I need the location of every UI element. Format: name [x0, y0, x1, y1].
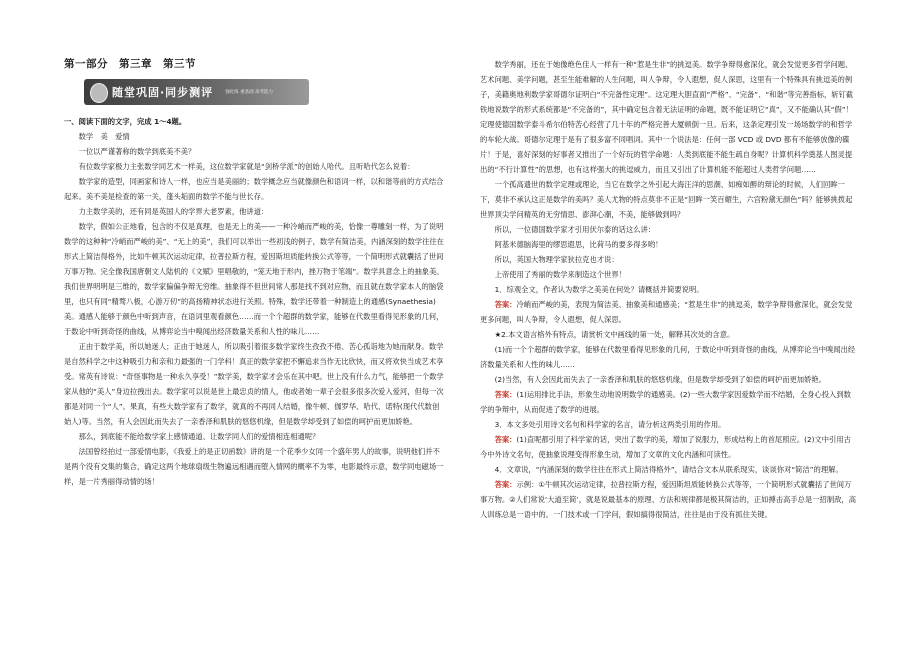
right-paragraph [480, 222, 858, 237]
page-title: 第一部分 第三章 第三节 [64, 58, 196, 70]
paragraph-text: 数学家的造型，同画家和诗人一样，也应当是美丽的；数学概念应当就像颜色和语词一样，以和谐等前的方式结合起来。美不美是检查的第一关，蓬头垢面的数学不能与世长存。 [64, 177, 444, 201]
paragraph-text: 1．综观全文，作者认为数学之美美在何处？请概括并简要说明。 [494, 285, 704, 294]
right-paragraph [480, 372, 858, 387]
paragraph-text: 冷峭而严峻的美，表现为简洁美、抽象美和通感美；“惹是生非”的挑逗美，数学争辩得愈深化，就会发觉更多问题，叫人争辩，令人遐想，促人深思。 [480, 300, 853, 324]
paragraph-text: 数学 美 爱情 [78, 132, 130, 141]
right-paragraph [480, 342, 858, 372]
left-paragraph [64, 114, 446, 129]
emblem-icon [90, 83, 108, 103]
answer-label: 答案： [494, 480, 517, 489]
banner-title: 随堂巩固·同步测评 [112, 86, 214, 99]
paragraph-text: 4．文章说，“内涵深刻的数学往往在形式上简洁得格外”，请结合文本从联系现实，谈谈你对“简洁”的理解。 [494, 465, 843, 474]
right-paragraph [480, 477, 858, 522]
right-paragraph [480, 252, 858, 267]
paragraph-text: 所以，英国大物理学家狄拉克也才说： [494, 255, 619, 264]
right-paragraph [480, 177, 858, 222]
left-paragraph [64, 144, 446, 159]
right-paragraph [480, 417, 858, 432]
paragraph-text: 一个孤高遗世的数学定理或理论，当它在数学之外引起大海汪洋的思潮、如痴如醉的辩论的时候，人们回眸一下，莫非不承认这正是数学的美吗？美人尤物的特点莫非不正是“回眸一笑百媚生，六宫粉黛无颜色”吗？能够挑拨起世界顶尖学问精英的无穷情思、澎湃心潮，不美，能够做到吗？ [480, 180, 853, 219]
left-paragraph [64, 129, 446, 144]
paragraph-text: 示例：①牛顿其次运动定律，拉普拉斯方程，爱因斯坦质能转换公式等等，一个简明形式就囊括了世间万事万物。②人们常说‘大道至简’，就是说最基本的原理、方法和规律都是极其简洁的，正如搏击高手总是一招制敌，高人训练总是一语中的。一门技术或一门学问，假如搞得很简洁，往往是由于没有抓住关键。 [480, 480, 857, 519]
left-paragraph [64, 429, 446, 444]
paragraph-text: 3．本文多处引用诗文名句和科学家的名言，请分析这两类引用的作用。 [494, 420, 726, 429]
right-paragraph [480, 282, 858, 297]
answer-label: 答案： [494, 300, 517, 309]
left-paragraph [64, 204, 446, 219]
paragraph-text: (1)而一个个超群的数学家，能够在代数里看得见形象的几何，于数论中听到奇怪的曲线，从博弈论当中嗅闻出经济数量关系和人性的味儿…… [480, 345, 856, 369]
left-paragraph [64, 174, 446, 204]
paragraph-text: ★2.本文语言格外有特点，请赏析文中画线的第一处，解释其次处的含意。 [494, 330, 735, 339]
right-paragraph [480, 237, 858, 252]
section-banner [84, 79, 309, 105]
paragraph-text: 一、阅读下面的文字，完成 1～4题。 [64, 117, 187, 126]
right-paragraph [480, 462, 858, 477]
paragraph-text: 那么，到底能不能给数学家上感情通道、让数学同人们的爱情相连相通呢？ [78, 432, 320, 441]
banner-subtitle: 强化练 重基础 高考能力 [225, 90, 274, 95]
right-paragraph [480, 57, 858, 177]
paragraph-text: 法国曾经拍过一部爱情电影，《我爱上的是正切函数》讲的是一个花季少女同一个盛年男人的故事，说明他们并不是两个没有交集的集合，确定这两个地球扇级生物遍远相遇而堕入情网的概率不为零，电影最终示意，数学同电磁场一样，是一片秀丽得动情的场！ [64, 447, 444, 486]
paragraph-text: 数学秀丽，还在于她像绝色佳人一样有一种“惹是生非”的挑逗美。数学争辩得愈深化，就会发觉更多哲学问题、艺术问题、美学问题，甚至生能难解的人生问题，叫人争辩，令人遐想，促人深思，这里有一个特殊具有挑逗美的例子，美籍奥地利数学家哥德尔证明白“不完备性定理”。这定理大胆直面“严格”、“完备”、“和谐”等完善指标，斩钉截铁地说数学的形式系统都是“不完备的”，其中确定包含着无法证明的命题，既不能证明它“真”，又不能确认其“假”！定理使德国数学泰斗希尔伯特苦心经营了几十年的严格完善大厦顿倒一旦。后来，这条定理引发一场场数学的和哲学的车轮大战。哥德尔定理于是有了很多富不同唱词。其中一个说法是：任何一部 VCD 或 DVD 都有不能够放像的碟片！于是，喜好深刻的好事者又推出了一个好玩的哲学命题：人类到底能不能生疏自身呢？计算机科学奠基人图灵提出的“不行计算性”的思想，也有这样强大的挑逗威力，而且又引出了计算机能不能超过人类哲学问题…… [480, 60, 854, 174]
right-paragraph [480, 297, 858, 327]
paragraph-text: 阿基米德脑海里的缪思遐思，比荷马的要多得多哟！ [494, 240, 663, 249]
paragraph-text: 一位以严谨著称的数学到底美不美？ [78, 147, 196, 156]
left-paragraph [64, 339, 446, 429]
paragraph-text: 数学，假如公正地看，包含的不仅是真理，也是无上的美——一种冷峭而严峻的美，恰像一尊雕刻一样，为了说明数学的这种种“冷峭而严峻的美”、“无上的美”，我们可以举出一些初浅的例子，数学有简洁美，内涵深刻的数学往往在形式上简洁得格外，比如牛顿其次运动定律，拉普拉斯方程，爱因斯坦质能转换公式等等，一个简明形式就囊括了世间万事万物。完全像我国唐朝文人陆机的《文赋》里唱敬的，“笼天地于形内，挫万物于笔端”。数学具意念上的抽象美。我们世界明明是三维的，数学家偏偏争辩无穷维。抽象得不但世间常人那是找不到对应物，而且就在数学家本人的脑袋里，也只有同“精骛八极，心游万仞”的高扬精神状态进行关照。特殊，数学还带着一种制造上的通感(Synaethesia)美。通感人能够于颜色中听到声音，在语词里观看颜色……而一个个超群的数学家，能够在代数里看得见形象的几何，于数论中听到奇怪的曲线，从博弈论当中嗅闻出经济数量关系和人性的味儿…… [64, 222, 444, 336]
right-paragraph [480, 327, 858, 342]
paragraph-text: 力主数学美的，还有同是英国人的学界大老罗素，他讲道： [78, 207, 269, 216]
answer-label: 答案： [494, 435, 517, 444]
paragraph-text: 有位数学家极力主张数学同艺术一样美，这位数学家就是“剑桥学派”的创始人哈代。且听哈代怎么说着： [78, 162, 415, 171]
paragraph-text: (1)直呢都引用了科学家的话，突出了数学的美，增加了说服力，形成结构上的首尾照应。(2)文中引用古今中外诗文名句，使抽象说理变得形象生动，增加了文章的文化内涵和可读性。 [480, 435, 851, 459]
right-paragraph [480, 432, 858, 462]
right-column [480, 57, 858, 522]
paragraph-text: 所以，一位德国数学家才引用伏尔泰的话这么讲： [494, 225, 656, 234]
paragraph-text: (2)当然，有人会因此而失去了一亲香泽和肌肤的悠悠机缘，但是数学却受到了如偿的呵护而更加娇艳。 [494, 375, 826, 384]
left-column [64, 114, 446, 489]
paragraph-text: (1)运用排比手法，形象生动地说明数学的通感美。(2)一些大数学家因爱数学而不结婚，全身心投入到数学的争辩中，从而促进了数学的进展。 [480, 390, 851, 414]
left-paragraph [64, 219, 446, 339]
answer-label: 答案： [494, 390, 517, 399]
right-paragraph [480, 387, 858, 417]
left-paragraph [64, 159, 446, 174]
paragraph-text: 上帝使用了秀丽的数学来制造这个世界！ [494, 270, 626, 279]
right-paragraph [480, 267, 858, 282]
paragraph-text: 正由于数学美，所以她迷人；正由于她迷人，所以吸引着很多数学家终生孜孜不倦、苦心孤诣地为她而献身。数学是自然科学之中这种吸引力和亲和力最强的一门学科！真正的数学家把不懈追求当作无比欣快，而又将欢快当成艺术享受。常英有诗说：“奇怪事物是一种永久享受！”数学美，数学家才会乐在其中吧。世上没有什么力气，能够把一个数学家从他的“美人”身边拉拽出去。数学家可以说是世上最忠贞的情人，他或者她一辈子会很多很多次爱入爱河，但每一次都是对同一个“人”。果真，有些大数学家有了数学，就真的不再同人结婚，像牛顿、伽罗华、哈代、诺特(现代代数创始人)等。当然，有人会因此而失去了一亲香泽和肌肤的悠悠机缘，但是数学却受到了如偿的呵护而更加娇艳。 [64, 342, 444, 426]
left-paragraph [64, 444, 446, 489]
